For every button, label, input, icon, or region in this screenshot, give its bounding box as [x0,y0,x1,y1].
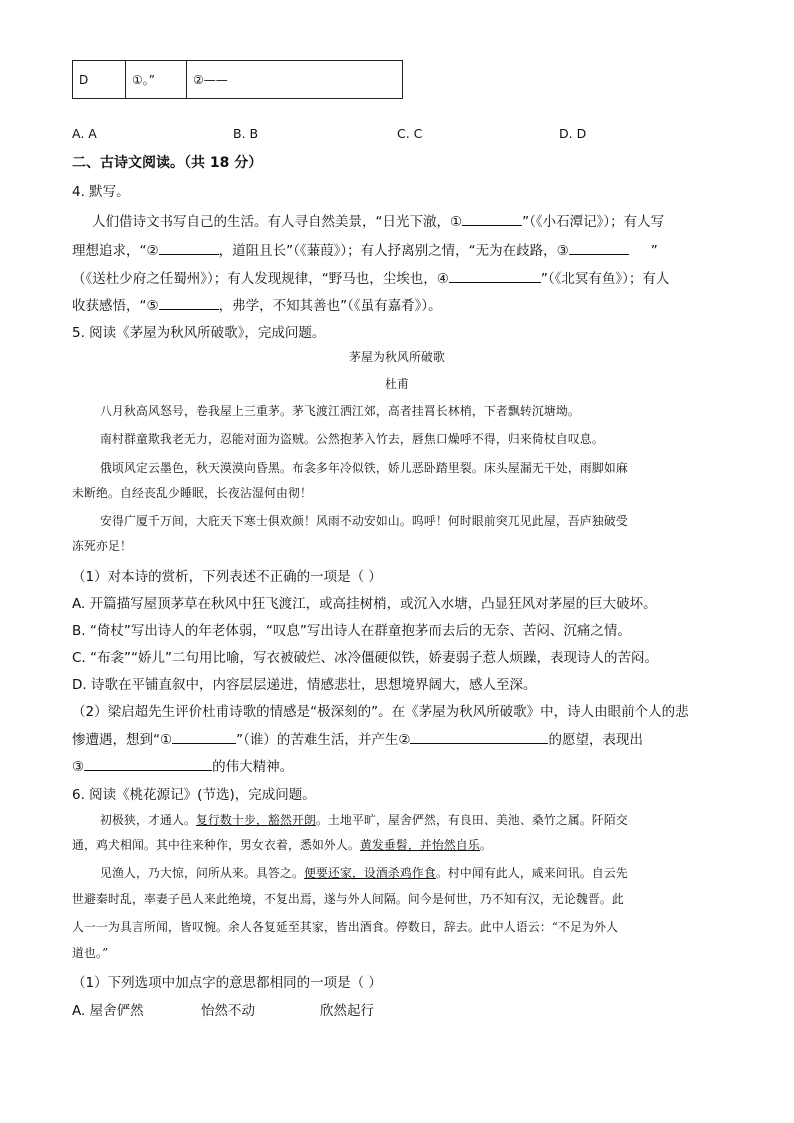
blank-5[interactable] [159,295,219,310]
q5-choice-b: B. “倚杖”写出诗人的年老体弱，“叹息”写出诗人在群童抱茅而去后的无奈、苦闷、沉痛之情。 [72,623,631,639]
q6-choice-a-1: A. 屋舍俨然 [72,1003,144,1019]
poem-para-4a: 安得广厦千万间，大庇天下寒士俱欢颜！风雨不动安如山。呜呼！何时眼前突兀见此屋，吾庐独破受 [100,514,628,528]
q5-label: 5. 阅读《茅屋为秋风所破歌》，完成问题。 [72,325,326,341]
blank-1[interactable] [462,211,522,226]
q6-label: 6. 阅读《桃花源记》(节选)，完成问题。 [72,787,316,803]
poem-para-1: 八月秋高风怒号，卷我屋上三重茅。茅飞渡江洒江郊，高者挂罥长林梢，下者飘转沉塘坳。 [100,404,580,418]
poem-author: 杜甫 [385,377,409,391]
blank-s2-1[interactable] [172,729,236,744]
poem-para-3a: 俄顷风定云墨色，秋天漠漠向昏黑。布衾多年冷似铁，娇儿恶卧踏里裂。床头屋漏无干处，雨脚如麻 [100,461,628,475]
q4-line-1: 人们借诗文书写自己的生活。有人寻自然美景，“日光下澈，① ”（《小石潭记》）；有人写 [92,210,664,230]
blank-s2-2[interactable] [410,729,548,744]
prose-line-3: 见渔人，乃大惊，问所从来。具答之。便要还家，设酒杀鸡作食。村中闻有此人，咸来问讯。自云先 [100,866,628,880]
prose-line-5: 人一一为具言所闻，皆叹惋。余人各复延至其家，皆出酒食。停数日，辞去。此中人语云：“不足为外人 [72,920,619,934]
option-c: C. C [397,126,423,141]
poem-para-4b: 冻死亦足！ [72,539,132,553]
blank-s2-3[interactable] [84,756,212,771]
table-cell-2: ②—— [187,61,403,99]
prose-line-1: 初极狭，才通人。复行数十步，豁然开朗。土地平旷，屋舍俨然，有良田、美池、桑竹之属。阡陌交 [100,813,628,827]
poem-para-3b: 未断绝。自经丧乱少睡眠，长夜沾湿何由彻！ [72,486,312,500]
blank-4[interactable] [449,268,541,283]
q4-line-3: （《送杜少府之任蜀州》）；有人发现规律，“野马也，尘埃也，④ ”（《北冥有鱼》）；有人 [72,267,669,287]
prose-line-2: 通，鸡犬相闻。其中往来种作，男女衣着，悉如外人。黄发垂髫，并怡然自乐。 [72,838,492,852]
q6-sub-1: （1）下列选项中加点字的意思都相同的一项是（ ） [72,975,382,991]
table-cell-d: D [73,61,126,99]
option-table [72,60,403,99]
q5-sub-2-line-1: （2）梁启超先生评价杜甫诗歌的情感是“极深刻的”。在《茅屋为秋风所破歌》中，诗人由眼前个人的悲 [72,704,689,720]
prose-line-4: 世避秦时乱，率妻子邑人来此绝境，不复出焉，遂与外人间隔。问今是何世，乃不知有汉，无论魏晋。此 [72,892,624,906]
poem-title: 茅屋为秋风所破歌 [349,350,445,364]
q6-choice-a-2: 怡然不动 [201,1003,255,1019]
q5-sub-2-line-3: ③ 的伟大精神。 [72,755,293,775]
q5-sub-1: （1）对本诗的赏析，下列表述不正确的一项是（ ） [72,569,382,585]
blank-2[interactable] [159,240,219,255]
q5-choice-a: A. 开篇描写屋顶茅草在秋风中狂飞渡江，或高挂树梢，或沉入水塘，凸显狂风对茅屋的巨大破坏。 [72,596,657,612]
section-heading: 二、古诗文阅读。（共 18 分） [72,155,263,171]
q5-choice-d: D. 诗歌在平铺直叙中，内容层层递进，情感悲壮，思想境界阔大，感人至深。 [72,677,537,693]
q5-sub-2-line-2: 惨遭遇，想到“① ”（谁）的苦难生活，并产生② 的愿望，表现出 [72,728,643,748]
q4-line-4: 收获感悟，“⑤ ，弗学，不知其善也”（《虽有嘉肴》）。 [72,294,442,314]
q5-choice-c: C. “布衾”“娇儿”二句用比喻，写衣被破烂、冰冷僵硬似铁，娇妻弱子惹人烦躁，表现诗人的苦闷。 [72,650,658,666]
poem-para-2: 南村群童欺我老无力，忍能对面为盗贼。公然抱茅入竹去，唇焦口燥呼不得，归来倚杖自叹息。 [100,432,604,446]
q4-label: 4. 默写。 [72,184,130,200]
q6-choice-a-3: 欣然起行 [320,1003,374,1019]
option-d: D. D [559,126,587,141]
option-a: A. A [72,126,97,141]
q4-line-2: 理想追求，“② ，道阻且长”（《蒹葭》）；有人抒离别之情，“无为在歧路，③ ” [72,239,658,259]
option-b: B. B [233,126,259,141]
prose-line-6: 道也。” [72,946,109,960]
table-cell-1: ①。” [126,61,187,99]
blank-3[interactable] [569,240,629,255]
